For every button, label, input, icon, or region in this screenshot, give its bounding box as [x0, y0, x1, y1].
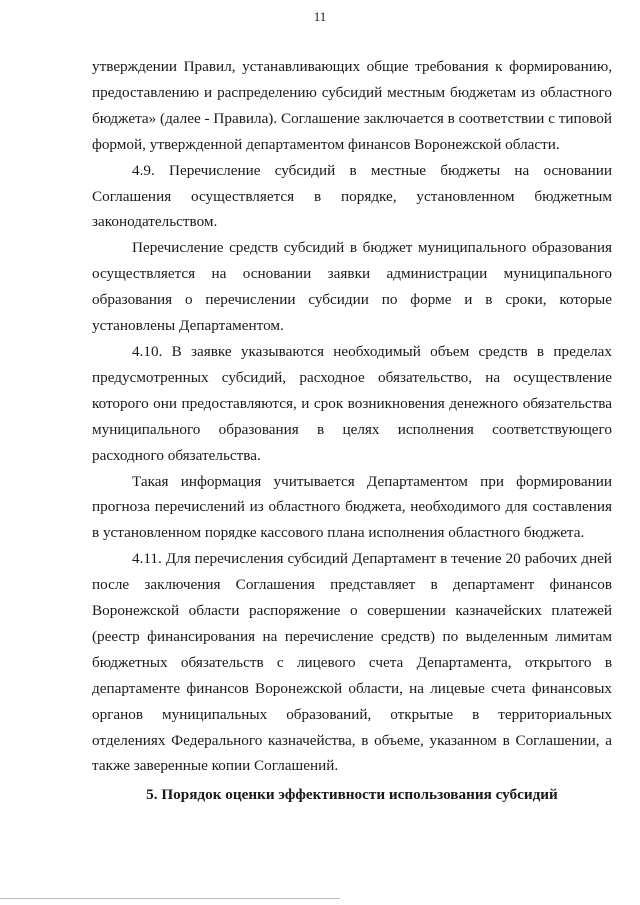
section-heading: 5. Порядок оценки эффективности использования субсидий — [146, 786, 558, 803]
paragraph-transfer-of-funds: Перечисление средств субсидий в бюджет муниципального образования осуществляется на основании заявки администрации муниципального образования о перечислении субсидии по форме и в сроки, которые установлены Департаментом. — [92, 239, 612, 335]
paragraph-continuation: утверждении Правил, устанавливающих общие требования к формированию, предоставлению и распределению субсидий местным бюджетам из областного бюджета» (далее - Правила). Соглашение заключается в соответствии с типовой формой, утвержденной департаментом финансов Воронежской области. — [92, 58, 613, 153]
scan-edge-line — [0, 898, 340, 899]
document-body — [92, 54, 612, 779]
paragraph-4-11: 4.11. Для перечисления субсидий Департамент в течение 20 рабочих дней после заключения Соглашения представляет в департамент финансов Воронежской области распоряжение о совершении казначейских платежей (реестр финансирования на перечисление средств) по выделенным лимитам бюджетных обязательств с лицевого счета Департамента, открытого в департаменте финансов Воронежской области, на лицевые счета финансовых органов муниципальных образований, открытые в территориальных отделениях Федерального казначейства, в объеме, указанном в Соглашении, а также заверенные копии Соглашений. — [92, 550, 612, 775]
paragraph-information-usage: Такая информация учитывается Департаментом при формировании прогноза перечислений из областного бюджета, необходимого для составления в установленном порядке кассового плана исполнения областного бюджета. — [92, 472, 612, 542]
paragraph-4-10: 4.10. В заявке указываются необходимый объем средств в пределах предусмотренных субсидий, расходное обязательство, на осуществление которого они предоставляются, и срок возникновения денежного обязательства муниципального образования в целях исполнения соответствующего расходного обязательства. — [92, 342, 612, 464]
paragraph-4-9: 4.9. Перечисление субсидий в местные бюджеты на основании Соглашения осуществляется в порядке, установленном бюджетным законодательством. — [92, 161, 612, 231]
page-number: 11 — [313, 9, 327, 24]
